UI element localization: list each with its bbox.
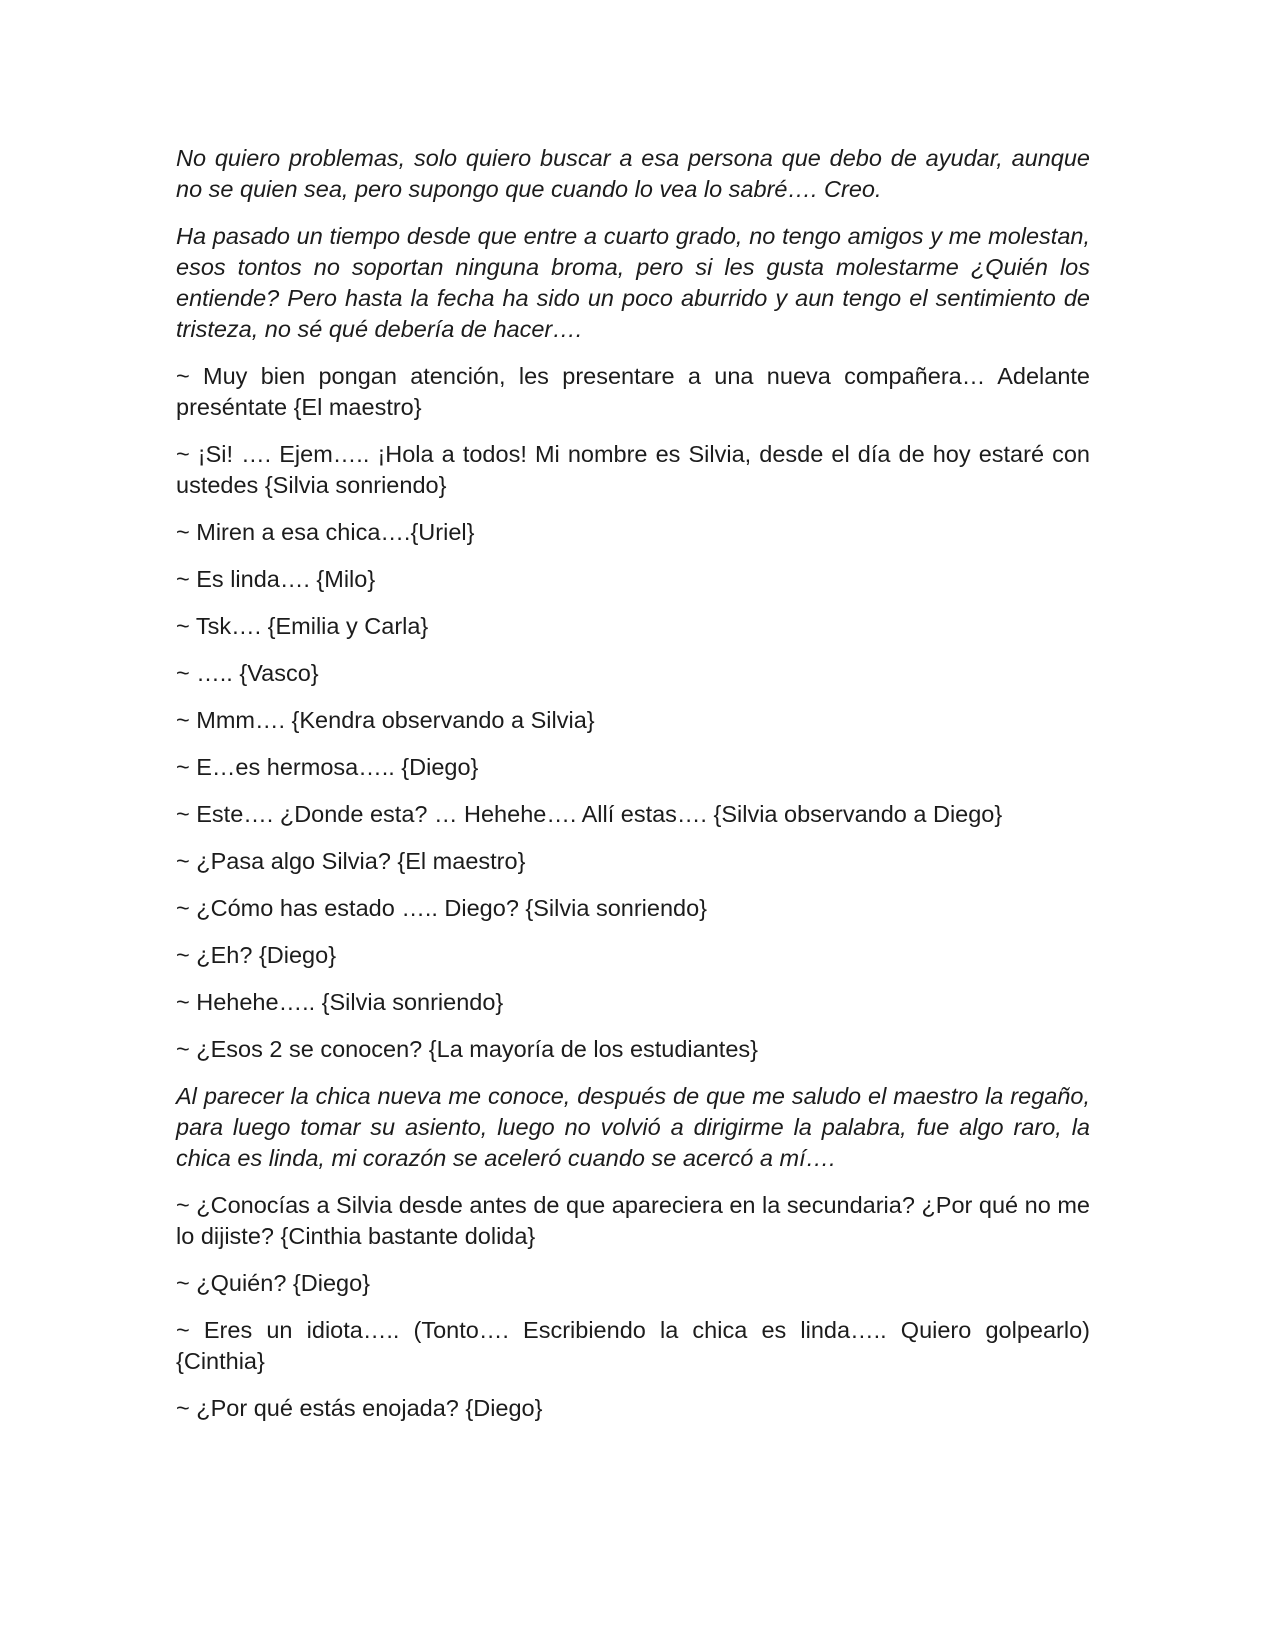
dialogue-line: ~ Mmm…. {Kendra observando a Silvia} [176, 707, 595, 733]
document-body [176, 143, 1090, 1440]
dialogue-line: ~ ¿Cómo has estado ….. Diego? {Silvia sonriendo} [176, 895, 708, 921]
dialogue-line: ~ Muy bien pongan atención, les presentare a una nueva compañera… Adelante preséntate {El maestro} [176, 363, 1090, 420]
dialogue-line: ~ Hehehe….. {Silvia sonriendo} [176, 989, 504, 1015]
dialogue-line: ~ ¿Eh? {Diego} [176, 942, 337, 968]
dialogue-line: ~ Miren a esa chica….{Uriel} [176, 519, 475, 545]
dialogue-line: ~ Eres un idiota….. (Tonto…. Escribiendo la chica es linda….. Quiero golpearlo) {Cinthia} [176, 1317, 1090, 1374]
narration-paragraph: Ha pasado un tiempo desde que entre a cuarto grado, no tengo amigos y me molestan, esos tontos no soportan ninguna broma, pero si les gusta molestarme ¿Quién los entiende? Pero hasta la fecha ha sido un poco aburrido y aun tengo el sentimiento de tristeza, no sé qué debería de hacer…. [176, 223, 1090, 342]
dialogue-line: ~ Es linda…. {Milo} [176, 566, 376, 592]
narration-paragraph: No quiero problemas, solo quiero buscar a esa persona que debo de ayudar, aunque no se quien sea, pero supongo que cuando lo vea lo sabré…. Creo. [176, 145, 1090, 202]
dialogue-line: ~ ¿Esos 2 se conocen? {La mayoría de los estudiantes} [176, 1036, 758, 1062]
narration-paragraph: Al parecer la chica nueva me conoce, después de que me saludo el maestro la regaño, para luego tomar su asiento, luego no volvió a dirigirme la palabra, fue algo raro, la chica es linda, mi corazón se aceleró cuando se acercó a mí…. [176, 1083, 1090, 1171]
dialogue-line: ~ E…es hermosa….. {Diego} [176, 754, 479, 780]
dialogue-line: ~ Este…. ¿Donde esta? … Hehehe…. Allí estas…. {Silvia observando a Diego} [176, 801, 1003, 827]
dialogue-line: ~ ….. {Vasco} [176, 660, 319, 686]
dialogue-line: ~ ¿Quién? {Diego} [176, 1270, 371, 1296]
dialogue-line: ~ ¿Por qué estás enojada? {Diego} [176, 1395, 543, 1421]
dialogue-line: ~ ¿Pasa algo Silvia? {El maestro} [176, 848, 526, 874]
dialogue-line: ~ ¡Si! …. Ejem….. ¡Hola a todos! Mi nombre es Silvia, desde el día de hoy estaré con ustedes {Silvia sonriendo} [176, 441, 1090, 498]
dialogue-line: ~ ¿Conocías a Silvia desde antes de que apareciera en la secundaria? ¿Por qué no me lo dijiste? {Cinthia bastante dolida} [176, 1192, 1090, 1249]
dialogue-line: ~ Tsk…. {Emilia y Carla} [176, 613, 429, 639]
